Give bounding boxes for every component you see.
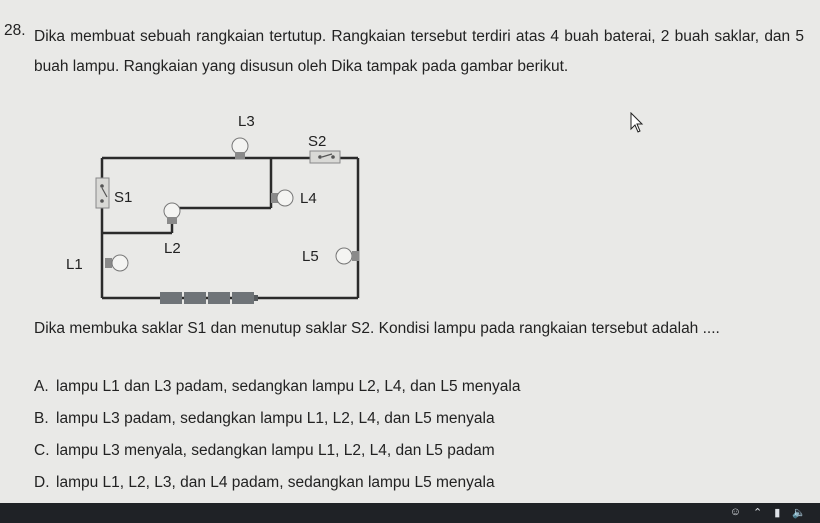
battery — [232, 292, 254, 304]
battery-icon[interactable]: ▮ — [774, 507, 781, 519]
label-s2: S2 — [308, 133, 327, 150]
option-b[interactable] — [34, 409, 804, 441]
switch-s1 — [96, 178, 109, 208]
mouse-cursor-icon — [630, 112, 644, 134]
chevron-up-icon[interactable]: ⌃ — [753, 507, 763, 519]
option-c[interactable] — [34, 441, 804, 473]
label-l3: L3 — [238, 113, 255, 130]
bulb-l2 — [164, 203, 180, 224]
circuit-wires — [102, 158, 358, 298]
taskbar — [0, 503, 820, 523]
label-l4: L4 — [300, 190, 317, 207]
label-s1: S1 — [114, 189, 133, 206]
bulb-l3 — [232, 138, 248, 159]
option-text: lampu L1 dan L3 padam, sedangkan lampu L2, L4, dan L5 menyala — [56, 378, 521, 395]
question-number: 28. — [4, 22, 26, 39]
option-text: lampu L3 padam, sedangkan lampu L1, L2, L4, dan L5 menyala — [56, 410, 495, 427]
speaker-icon[interactable]: 🔈 — [792, 507, 806, 519]
option-a[interactable] — [34, 377, 804, 409]
question-prompt: Dika membuka saklar S1 dan menutup saklar S2. Kondisi lampu pada rangkaian tersebut adalah .... — [34, 320, 720, 337]
battery-pack — [160, 292, 258, 304]
question-stem: Dika membuat sebuah rangkaian tertutup. Rangkaian tersebut terdiri atas 4 buah baterai, 2 buah saklar, dan 5 buah lampu. Rangkaian yang disusun oleh Dika tampak pada gambar berikut. — [34, 28, 804, 75]
option-text: lampu L3 menyala, sedangkan lampu L1, L2, L4, dan L5 padam — [56, 442, 495, 459]
label-l2: L2 — [164, 240, 181, 257]
system-tray — [730, 506, 806, 519]
option-text: lampu L1, L2, L3, dan L4 padam, sedangkan lampu L5 menyala — [56, 474, 495, 491]
answer-options — [34, 377, 804, 505]
battery — [184, 292, 206, 304]
circuit-diagram — [62, 108, 367, 308]
option-letter: B. — [34, 410, 49, 427]
label-l1: L1 — [66, 256, 83, 273]
option-letter: D. — [34, 474, 50, 491]
battery — [208, 292, 230, 304]
label-l5: L5 — [302, 248, 319, 265]
bulb-l1 — [105, 255, 128, 271]
person-icon[interactable]: ☺ — [729, 506, 742, 518]
switch-s2 — [310, 151, 340, 163]
option-d[interactable] — [34, 473, 804, 505]
option-letter: C. — [34, 442, 50, 459]
option-letter: A. — [34, 378, 49, 395]
battery — [160, 292, 182, 304]
bulb-l4 — [271, 190, 293, 206]
bulb-l5 — [336, 248, 359, 264]
